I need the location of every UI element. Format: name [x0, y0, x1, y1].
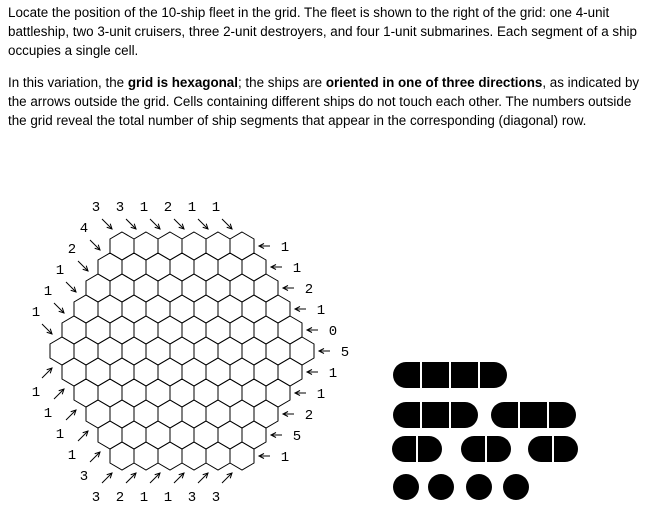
clue-arrow [222, 219, 232, 229]
clue-number: 1 [139, 490, 149, 506]
ship-segment [528, 436, 552, 462]
hex-cell[interactable] [254, 358, 278, 386]
hex-cell[interactable] [158, 274, 182, 302]
hex-cell[interactable] [134, 400, 158, 428]
clue-arrow [174, 473, 184, 483]
ship-segment [422, 362, 449, 388]
hex-cell[interactable] [170, 253, 194, 281]
clue-arrow [198, 219, 208, 229]
hex-cell[interactable] [134, 274, 158, 302]
hex-cell[interactable] [86, 316, 110, 344]
clue-number: 2 [163, 200, 173, 216]
hex-cell[interactable] [206, 316, 230, 344]
clue-arrow [90, 452, 100, 462]
ship-submarine [466, 474, 492, 500]
hex-cell[interactable] [182, 442, 206, 470]
hex-cell[interactable] [98, 253, 122, 281]
hex-cell[interactable] [98, 295, 122, 323]
hex-cell[interactable] [62, 358, 86, 386]
hex-cell[interactable] [230, 442, 254, 470]
clue-arrow [102, 219, 112, 229]
ship-segment [491, 402, 518, 428]
hex-cell[interactable] [230, 274, 254, 302]
clue-arrow [126, 473, 136, 483]
hex-cell[interactable] [98, 379, 122, 407]
hex-cell[interactable] [242, 295, 266, 323]
hex-cell[interactable] [110, 442, 134, 470]
ship-segment [503, 474, 529, 500]
ship-segment [422, 402, 449, 428]
clue-number: 1 [55, 427, 65, 443]
hex-cell[interactable] [122, 421, 146, 449]
hex-cell[interactable] [206, 232, 230, 260]
hex-cell[interactable] [170, 421, 194, 449]
grid-clues [32, 200, 349, 506]
hex-cell[interactable] [182, 358, 206, 386]
ship-segment [393, 402, 420, 428]
text-segment: , as indicated by the arrows outside the grid. Cells containing different ships do not touch each other. The numbers outside the grid reveal the total number of ship segments that appear in the corresponding (diagonal) row. [8, 75, 640, 128]
clue-arrow [54, 303, 64, 313]
hex-cell[interactable] [230, 316, 254, 344]
text-segment: In this variation, the [8, 75, 128, 90]
clue-arrow [222, 473, 232, 483]
hex-cell[interactable] [146, 253, 170, 281]
clue-arrow [198, 473, 208, 483]
hex-cell[interactable] [158, 232, 182, 260]
hex-cell[interactable] [254, 274, 278, 302]
clue-arrow [42, 368, 52, 378]
hex-cell[interactable] [242, 379, 266, 407]
clue-number: 1 [67, 448, 77, 464]
hex-cell[interactable] [170, 337, 194, 365]
hex-cell[interactable] [218, 337, 242, 365]
clue-number: 0 [328, 324, 338, 340]
clue-number: 1 [43, 284, 53, 300]
clue-number: 1 [328, 366, 338, 382]
hex-cell[interactable] [230, 400, 254, 428]
hex-cell[interactable] [194, 295, 218, 323]
hex-cell[interactable] [158, 358, 182, 386]
hex-cell[interactable] [122, 379, 146, 407]
hex-cell[interactable] [134, 442, 158, 470]
clue-arrow [66, 410, 76, 420]
hex-cell[interactable] [74, 379, 98, 407]
hex-cell[interactable] [122, 337, 146, 365]
ship-segment [451, 362, 478, 388]
hex-cell[interactable] [182, 232, 206, 260]
hex-cell[interactable] [230, 232, 254, 260]
hex-cell[interactable] [158, 400, 182, 428]
hex-cell[interactable] [278, 316, 302, 344]
hex-cell[interactable] [86, 358, 110, 386]
hex-cell[interactable] [218, 421, 242, 449]
clue-number: 2 [67, 242, 77, 258]
ship-submarine [393, 474, 419, 500]
hex-cell[interactable] [230, 358, 254, 386]
ship-segment [393, 474, 419, 500]
hex-cell[interactable] [134, 232, 158, 260]
clue-arrow [54, 389, 64, 399]
bold-text-segment: grid is hexagonal [127, 75, 238, 90]
bold-text-segment: oriented in one of three directions [325, 75, 543, 90]
hex-cell[interactable] [110, 316, 134, 344]
clue-number: 1 [316, 387, 326, 403]
ship-cruiser [491, 402, 576, 428]
hex-cell[interactable] [266, 295, 290, 323]
clue-number: 5 [340, 345, 350, 361]
ship-segment [393, 362, 420, 388]
clue-arrow [174, 219, 184, 229]
hex-cell[interactable] [74, 295, 98, 323]
hex-cell[interactable] [146, 379, 170, 407]
ship-destroyer [392, 436, 442, 462]
hex-cell[interactable] [110, 400, 134, 428]
hex-cell[interactable] [122, 295, 146, 323]
ship-segment [428, 474, 454, 500]
instructions-paragraph-2 [8, 73, 642, 130]
hex-cell[interactable] [194, 379, 218, 407]
hex-cell[interactable] [122, 253, 146, 281]
clue-number: 1 [43, 406, 53, 422]
ship-segment [520, 402, 547, 428]
clue-arrow [42, 324, 52, 334]
ship-cruiser [393, 402, 478, 428]
hex-cell[interactable] [194, 421, 218, 449]
hex-cell[interactable] [134, 316, 158, 344]
hex-cell[interactable] [110, 274, 134, 302]
ship-submarine [428, 474, 454, 500]
ship-segment [480, 362, 507, 388]
clue-number: 3 [187, 490, 197, 506]
clue-arrow [150, 473, 160, 483]
hex-cell[interactable] [242, 337, 266, 365]
hex-cell[interactable] [98, 421, 122, 449]
hex-cell[interactable] [182, 400, 206, 428]
hex-cells [50, 232, 314, 470]
hex-cell[interactable] [146, 295, 170, 323]
instructions [8, 3, 642, 143]
hex-cell[interactable] [254, 316, 278, 344]
ship-segment [549, 402, 576, 428]
clue-arrow [126, 219, 136, 229]
hex-cell[interactable] [290, 337, 314, 365]
hex-cell[interactable] [74, 337, 98, 365]
hex-cell[interactable] [266, 337, 290, 365]
ship-destroyer [528, 436, 578, 462]
hex-cell[interactable] [218, 379, 242, 407]
hex-cell[interactable] [86, 400, 110, 428]
clue-arrow [102, 473, 112, 483]
clue-number: 3 [79, 469, 89, 485]
hex-cell[interactable] [146, 337, 170, 365]
hex-cell[interactable] [134, 358, 158, 386]
hex-cell[interactable] [242, 253, 266, 281]
hex-cell[interactable] [218, 295, 242, 323]
clue-number: 1 [292, 261, 302, 277]
hex-cell[interactable] [62, 316, 86, 344]
hex-cell[interactable] [110, 358, 134, 386]
ship-segment [392, 436, 416, 462]
clue-number: 4 [79, 221, 89, 237]
clue-arrow [150, 219, 160, 229]
clue-number: 1 [211, 200, 221, 216]
ship-submarine [503, 474, 529, 500]
clue-number: 3 [91, 200, 101, 216]
hex-cell[interactable] [206, 274, 230, 302]
clue-number: 5 [292, 429, 302, 445]
clue-number: 1 [55, 263, 65, 279]
hex-cell[interactable] [206, 358, 230, 386]
instructions-paragraph-1: Locate the position of the 10-ship fleet in the grid. The fleet is shown to the right of the grid: one 4-unit battleship, two 3-unit cruisers, three 2-unit destroyers, and four 1-unit submarines. Each segment of a ship occupies a single cell. [8, 5, 637, 58]
hex-cell[interactable] [254, 400, 278, 428]
clue-number: 2 [115, 490, 125, 506]
hex-cell[interactable] [50, 337, 74, 365]
hex-grid [0, 192, 360, 508]
clue-number: 1 [280, 240, 290, 256]
hex-cell[interactable] [194, 253, 218, 281]
ship-segment [487, 436, 511, 462]
clue-arrow [78, 261, 88, 271]
clue-number: 1 [280, 450, 290, 466]
hex-cell[interactable] [206, 442, 230, 470]
hex-cell[interactable] [242, 421, 266, 449]
clue-number: 2 [304, 408, 314, 424]
hex-cell[interactable] [110, 232, 134, 260]
clue-number: 1 [31, 385, 41, 401]
text-segment: ; the ships are [237, 75, 326, 90]
hex-cell[interactable] [182, 316, 206, 344]
hex-cell[interactable] [170, 379, 194, 407]
clue-arrow [90, 240, 100, 250]
clue-number: 2 [304, 282, 314, 298]
clue-number: 1 [163, 490, 173, 506]
clue-number: 1 [187, 200, 197, 216]
clue-number: 1 [316, 303, 326, 319]
hex-cell[interactable] [218, 253, 242, 281]
clue-number: 1 [139, 200, 149, 216]
hex-cell[interactable] [146, 421, 170, 449]
ship-segment [466, 474, 492, 500]
hex-cell[interactable] [182, 274, 206, 302]
hex-cell[interactable] [86, 274, 110, 302]
ship-segment [554, 436, 578, 462]
clue-number: 1 [31, 305, 41, 321]
hex-cell[interactable] [158, 442, 182, 470]
hex-cell[interactable] [158, 316, 182, 344]
clue-number: 3 [91, 490, 101, 506]
hex-cell[interactable] [206, 400, 230, 428]
hex-cell[interactable] [278, 358, 302, 386]
ship-segment [418, 436, 442, 462]
ship-segment [451, 402, 478, 428]
clue-number: 3 [211, 490, 221, 506]
hex-cell[interactable] [194, 337, 218, 365]
ship-segment [461, 436, 485, 462]
hex-cell[interactable] [266, 379, 290, 407]
hex-cell[interactable] [98, 337, 122, 365]
ship-battleship [393, 362, 507, 388]
clue-arrow [78, 431, 88, 441]
clue-arrow [66, 282, 76, 292]
clue-number: 3 [115, 200, 125, 216]
ship-destroyer [461, 436, 511, 462]
hex-cell[interactable] [170, 295, 194, 323]
